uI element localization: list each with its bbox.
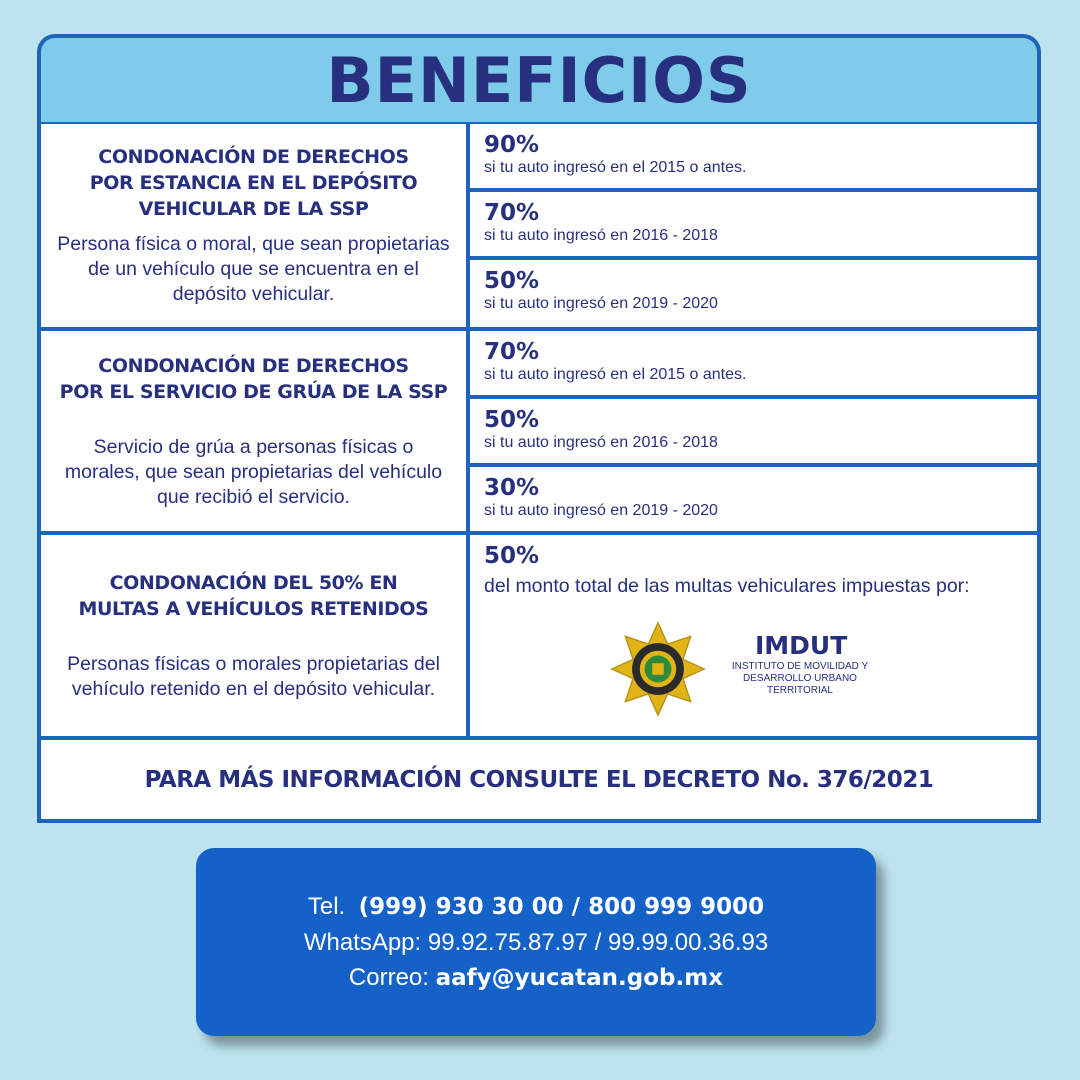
section-3-description: Personas físicas o morales propietarias del vehículo retenido en el depósito vehicular. (67, 652, 440, 700)
phone-value[interactable]: (999) 930 30 00 / 800 999 9000 (358, 893, 765, 920)
decree-text: PARA MÁS INFORMACIÓN CONSULTE EL DECRETO No. 376/2021 (144, 766, 934, 793)
benefit-percent: 50% (484, 407, 540, 433)
benefit-percent: 30% (484, 475, 540, 501)
benefit-row (470, 260, 1037, 327)
benefit-percent: 70% (484, 339, 540, 365)
contact-email (349, 960, 723, 996)
benefit-row-multas (470, 535, 1037, 736)
section-1-description: Persona física o moral, que sean propietarias de un vehículo que se encuentra en el depósito vehicular. (57, 233, 450, 305)
contact-box (196, 848, 876, 1036)
benefit-row (470, 192, 1037, 256)
email-link[interactable]: aafy@yucatan.gob.mx (435, 964, 724, 991)
whatsapp-label: WhatsApp: (303, 928, 422, 956)
contact-whatsapp (304, 925, 768, 960)
benefit-percent: 90% (484, 132, 540, 158)
benefit-percent: 50% (484, 268, 540, 294)
section-2-title: CONDONACIÓN DE DERECHOS POR EL SERVICIO DE GRÚA DE LA SSP (59, 354, 448, 403)
benefit-detail: si tu auto ingresó en el 2015 o antes. (484, 159, 747, 176)
contact-phone (308, 889, 764, 925)
benefit-row (470, 124, 1037, 188)
section-3-title: CONDONACIÓN DEL 50% EN MULTAS A VEHÍCULOS RETENIDOS (78, 571, 429, 620)
benefit-row (470, 467, 1037, 531)
imdut-logo-subtitle: INSTITUTO DE MOVILIDAD Y DESARROLLO URBANO TERRITORIAL (731, 661, 869, 696)
page-title: BENEFICIOS (326, 43, 752, 117)
ssp-seal-icon (610, 621, 706, 717)
email-label: Correo: (348, 963, 429, 991)
benefit-percent: 70% (484, 200, 540, 226)
section-2-info (41, 331, 466, 531)
whatsapp-value[interactable]: 99.92.75.87.97 / 99.99.00.36.93 (427, 928, 769, 956)
benefit-detail: si tu auto ingresó en 2016 - 2018 (484, 434, 718, 451)
phone-label: Tel. (307, 892, 346, 920)
benefit-detail: si tu auto ingresó en el 2015 o antes. (484, 366, 747, 383)
benefit-percent: 50% (484, 543, 540, 569)
benefit-detail: del monto total de las multas vehiculares impuestas por: (484, 575, 970, 597)
benefit-detail: si tu auto ingresó en 2016 - 2018 (484, 227, 718, 244)
section-1-title: CONDONACIÓN DE DERECHOS POR ESTANCIA EN EL DEPÓSITO VEHICULAR DE LA SSP (89, 146, 418, 220)
benefit-detail: si tu auto ingresó en 2019 - 2020 (484, 295, 718, 312)
benefit-detail: si tu auto ingresó en 2019 - 2020 (484, 502, 718, 519)
benefit-row (470, 399, 1037, 463)
section-3-info (41, 535, 466, 736)
decree-footer (41, 740, 1037, 819)
imdut-logo-title: IMDUT (755, 631, 848, 660)
header-banner (41, 38, 1037, 122)
benefits-card (37, 34, 1041, 823)
benefit-row (470, 331, 1037, 395)
section-2-description: Servicio de grúa a personas físicas o morales, que sean propietarias del vehículo que recibió el servicio. (64, 435, 443, 508)
section-1-info (41, 124, 466, 327)
